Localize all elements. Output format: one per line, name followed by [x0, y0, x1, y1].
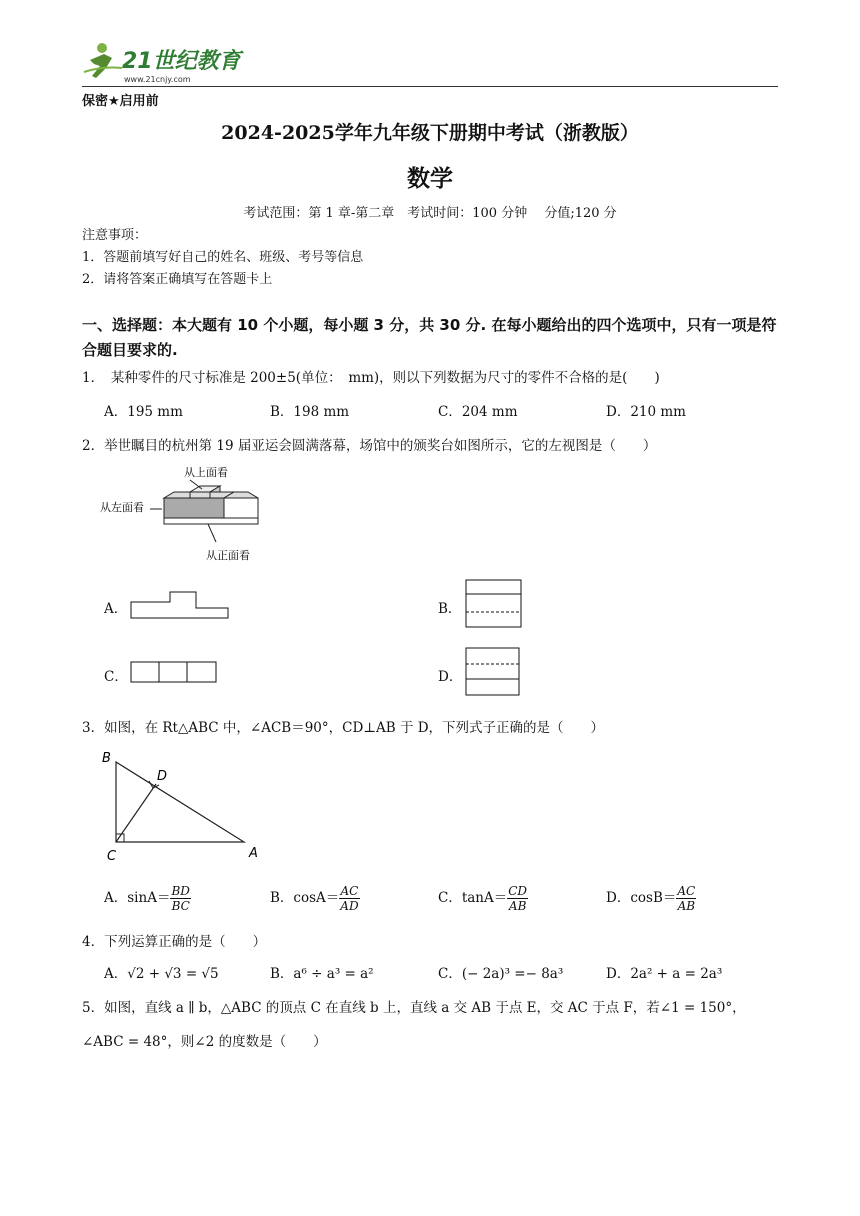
q3-option-a [104, 884, 191, 913]
fraction-numerator: AC [340, 884, 359, 898]
q2-option-c-figure [130, 661, 218, 683]
q2-option-a-figure [130, 590, 230, 620]
fraction-numerator: AC [677, 884, 696, 898]
q4-option-a: A．√2 + √3 = √5 [104, 966, 219, 982]
logo-url: www.21cnjy.com [124, 75, 191, 84]
q3-option-d-prefix: D．cosB＝ [606, 890, 677, 906]
question-3-stem: 3．如图，在 Rt△ABC 中，∠ACB＝90°，CD⊥AB 于 D，下列式子正确的是（ ） [82, 720, 605, 736]
fraction-numerator: CD [508, 884, 528, 898]
q2-option-b: B． [438, 601, 462, 617]
point-c: C [107, 849, 117, 864]
notes-item: 1．答题前填写好自己的姓名、班级、考号等信息 [82, 250, 364, 265]
q2-option-c: C． [104, 669, 128, 685]
q1-option-c: C．204 mm [438, 404, 518, 420]
q4-option-b: B．a⁶ ÷ a³ = a² [270, 966, 374, 982]
logo [82, 38, 252, 86]
q3-option-b-prefix: B．cosA＝ [270, 890, 340, 906]
point-b: B [102, 751, 111, 766]
exam-info: 考试范围：第 1 章-第二章 考试时间：100 分钟 分值;120 分 [243, 206, 617, 221]
runner-icon [84, 43, 122, 78]
section-heading: 一、选择题：本大题有 10 个小题，每小题 3 分，共 30 分. 在每小题给出的四个选项中，只有一项是符合题目要求的. [82, 316, 777, 359]
exam-subject: 数学 [407, 165, 453, 192]
label-front-view: 从正面看 [206, 549, 250, 562]
fraction-denominator: BC [171, 899, 190, 913]
q3-option-d [606, 884, 696, 913]
label-left-view: 从左面看 [100, 501, 144, 514]
triangle-figure [98, 748, 268, 866]
question-4-stem: 4．下列运算正确的是（ ） [82, 934, 267, 950]
q4-option-c: C．(− 2a)³ =− 8a³ [438, 966, 564, 982]
question-5-line-2: ∠ABC = 48°，则∠2 的度数是（ ） [82, 1034, 327, 1050]
fraction-denominator: AB [677, 899, 696, 913]
secret-label: 保密★启用前 [82, 94, 159, 109]
label-top-view: 从上面看 [184, 466, 228, 479]
q3-option-c [438, 884, 528, 913]
notes-item: 2．请将答案正确填写在答题卡上 [82, 272, 273, 287]
header-divider [82, 86, 778, 87]
point-a: A [249, 846, 258, 861]
q1-option-d: D．210 mm [606, 404, 686, 420]
q3-option-b [270, 884, 360, 913]
question-5-line-1: 5．如图，直线 a ∥ b，△ABC 的顶点 C 在直线 b 上，直线 a 交 AB 于点 E，交 AC 于点 F，若∠1 = 150°， [82, 1000, 746, 1016]
fraction-numerator: BD [171, 884, 190, 898]
question-2-stem: 2．举世瞩目的杭州第 19 届亚运会圆满落幕，场馆中的颁奖台如图所示，它的左视图是（ ） [82, 438, 657, 454]
q2-option-b-figure [465, 579, 523, 629]
podium-figure [98, 462, 268, 568]
q3-option-c-prefix: C．tanA＝ [438, 890, 508, 906]
fraction-denominator: AB [508, 899, 527, 913]
notes [82, 225, 363, 291]
q1-option-b: B．198 mm [270, 404, 350, 420]
q2-option-d-figure [465, 647, 521, 697]
question-1-stem: 1． 某种零件的尺寸标准是 200±5(单位： mm)，则以下列数据为尺寸的零件不合格的是( ) [82, 370, 660, 386]
q2-option-d: D． [438, 669, 463, 685]
fraction-denominator: AD [340, 899, 359, 913]
q1-option-a: A．195 mm [104, 404, 183, 420]
logo-text: 21世纪教育 [122, 49, 241, 74]
q3-option-a-prefix: A．sinA＝ [104, 890, 171, 906]
point-d: D [157, 769, 168, 784]
q4-option-d: D．2a² + a = 2a³ [606, 966, 723, 982]
exam-title: 2024-2025学年九年级下册期中考试（浙教版） [221, 122, 639, 144]
notes-heading: 注意事项： [82, 228, 148, 243]
q2-option-a: A． [104, 601, 128, 617]
